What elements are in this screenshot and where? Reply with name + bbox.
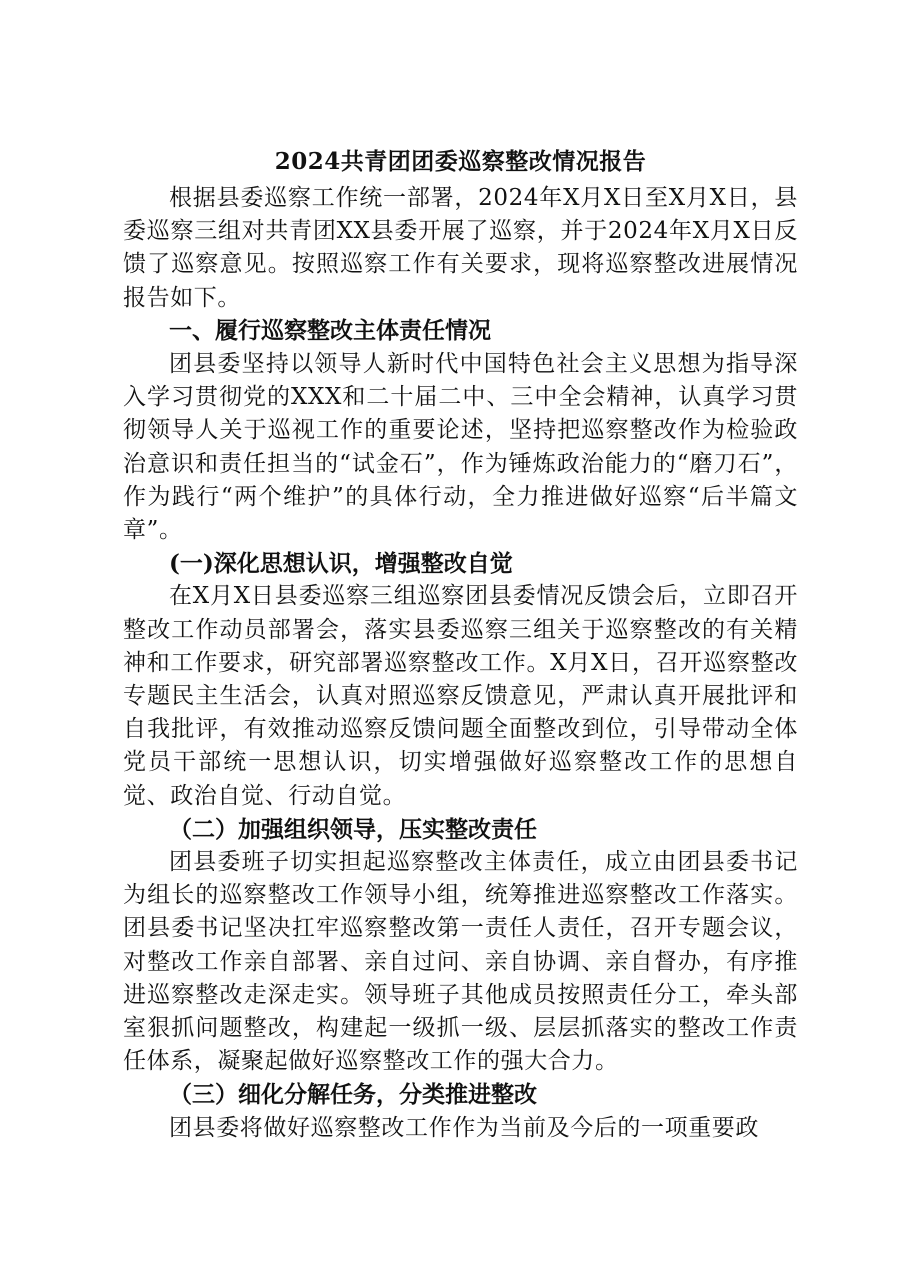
subsection-2-paragraph: 团县委班子切实担起巡察整改主体责任，成立由团县委书记为组长的巡察整改工作领导小组，统筹推进巡察整改工作落实。团县委书记坚决扛牢巡察整改第一责任人责任，召开专题会议，对整改工作亲自部署、亲自过问、亲自协调、亲自督办，有序推进巡察整改走深走实。领导班子其他成员按照责任分工，牵头部室狠抓问题整改，构建起一级抓一级、层层抓落实的整改工作责任体系，凝聚起做好巡察整改工作的强大合力。 xyxy=(123,849,798,1075)
subsection-3-paragraph: 团县委将做好巡察整改工作作为当前及今后的一项重要政 xyxy=(169,1114,759,1141)
document-page xyxy=(123,142,798,1145)
subsection-heading-2: （二）加强组织领导，压实整改责任 xyxy=(169,815,537,843)
subsection-1-paragraph: 在X月X日县委巡察三组巡察团县委情况反馈会后，立即召开整改工作动员部署会，落实县委巡察三组关于巡察整改的有关精神和工作要求，研究部署巡察整改工作。X月X日，召开巡察整改专题民主生活会，认真对照巡察反馈意见，严肃认真开展批评和自我批评，有效推动巡察反馈问题全面整改到位，引导带动全体党员干部统一思想认识，切实增强做好巡察整改工作的思想自觉、政治自觉、行动自觉。 xyxy=(123,583,798,809)
section-heading-1: 一、履行巡察整改主体责任情况 xyxy=(169,317,491,344)
subsection-heading-1: (一)深化思想认识，增强整改自觉 xyxy=(169,550,513,578)
document-title: 2024共青团团委巡察整改情况报告 xyxy=(274,148,647,175)
intro-paragraph: 根据县委巡察工作统一部署，2024年X月X日至X月X日，县委巡察三组对共青团XX县委开展了巡察，并于2024年X月X日反馈了巡察意见。按照巡察工作有关要求，现将巡察整改进展情况报告如下。 xyxy=(123,185,798,311)
subsection-heading-3: （三）细化分解任务，分类推进整改 xyxy=(169,1081,537,1109)
section-1-paragraph: 团县委坚持以领导人新时代中国特色社会主义思想为指导深入学习贯彻党的XXX和二十届二中、三中全会精神，认真学习贯彻领导人关于巡视工作的重要论述，坚持把巡察整改作为检验政治意识和责任担当的“试金石”，作为锤炼政治能力的“磨刀石”，作为践行“两个维护”的具体行动，全力推进做好巡察“后半篇文章”。 xyxy=(123,351,798,544)
